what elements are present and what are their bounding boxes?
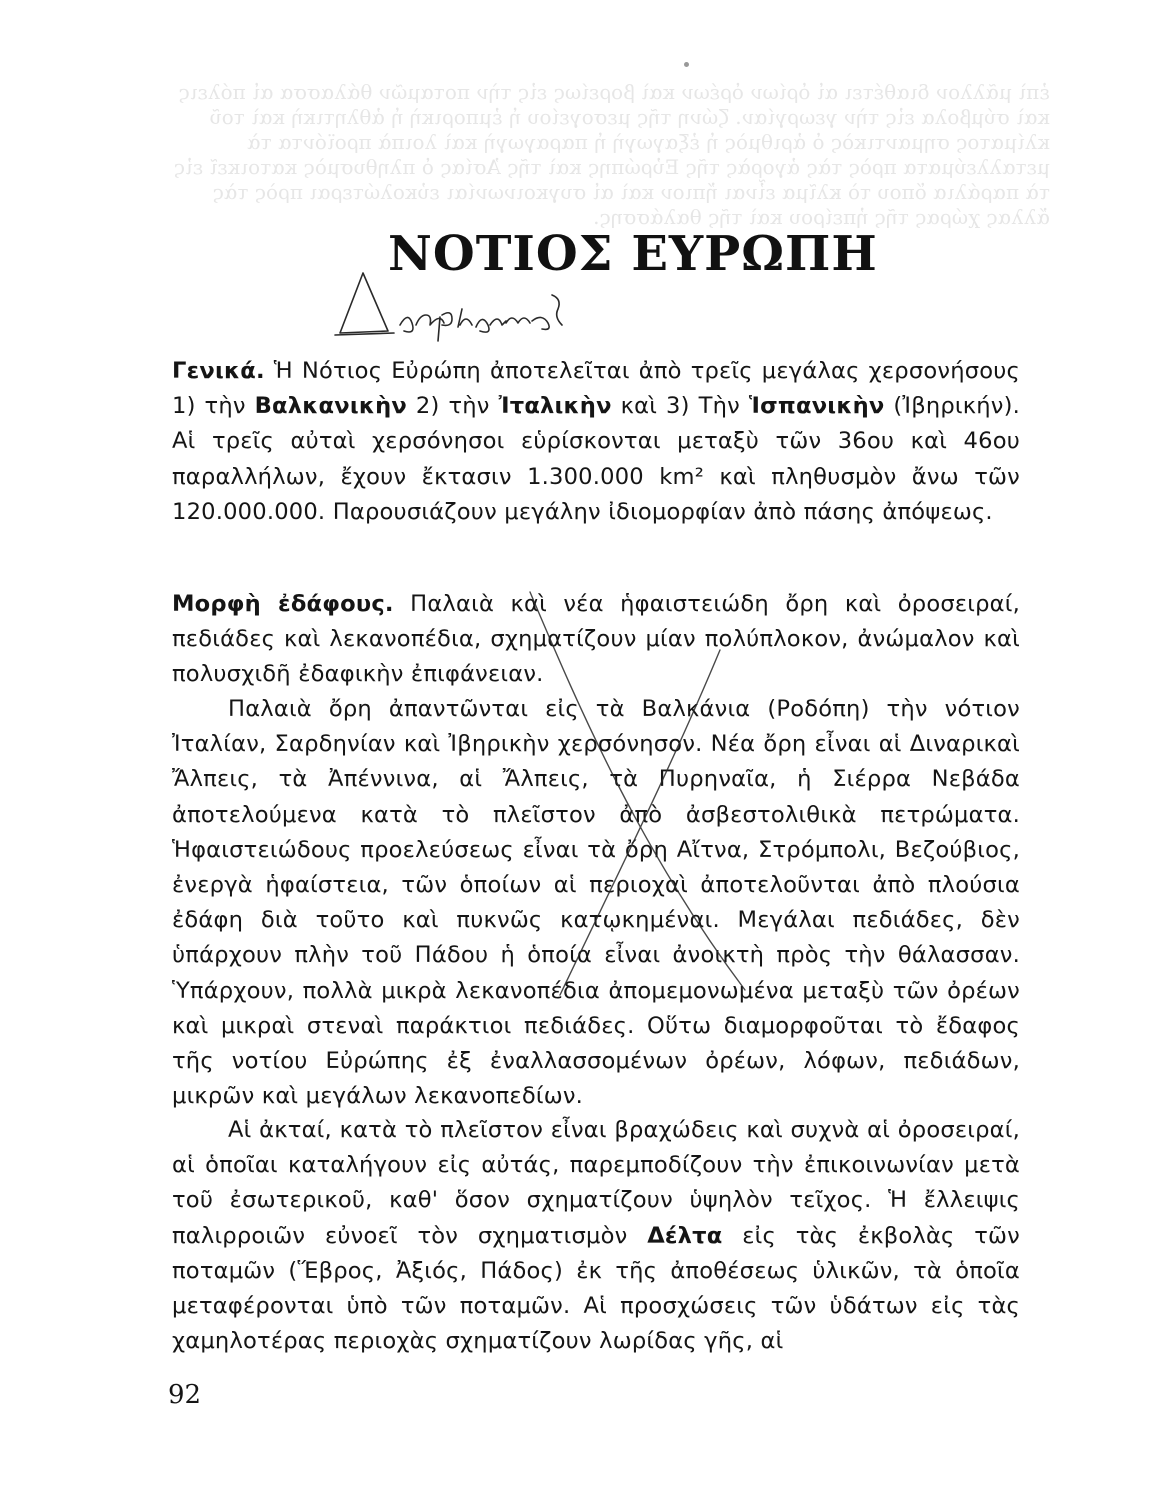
bleed-through-text: ἐπὶ μᾶλλον διαθέτει αἱ ὁρίων ὁρέων καὶ βορείως εἰς τὴν ποταμῶν θάλασσα αἱ πόλεις καὶ σύμβολα εἰς τὴν γεωργίαν. ζώνη τῆς μεσογείου ἡ ἐμπορικὴ ἡ ἀθλητικὴ καὶ τοῦ κλίματος σημαντικὸς ὁ ἀριθμὸς ἡ ἐξαγωγὴ ἡ παραγωγὴ καὶ λοιπὰ προϊόντα τὰ μεταλλεύματα πρὸς τὰς ἀγορὰς τῆς Εὐρώπης καὶ τῆς Ἀσίας ὁ πληθυσμὸς κατοικεῖ εἰς τὰ παράλια ὅπου τὸ κλῖμα εἶναι ἤπιον καὶ αἱ συγκοινωνίαι εὐκολώτεραι πρὸς τὰς ἄλλας χώρας τῆς ἠπείρου καὶ τῆς θαλάσσης. [167,80,1050,229]
page-title: ΝΟΤΙΟΣ ΕΥΡΩΠΗ [388,226,878,282]
term-spanish: Ἱσπανικὴν [748,393,885,420]
paragraph-text: (Ἰβηρικήν). Αἱ τρεῖς αὐταὶ χερσόνησοι εὑρίσκονται μεταξὺ τῶν 36ου καὶ 46ου παραλλήλων, ἔχουν ἔκτασιν 1.300.000 km² καὶ πληθυσμὸν ἄνω τῶν 120.000.000. Παρουσιάζουν μεγάλην ἰδιομορφίαν ἀπὸ πάσης ἀπόψεως. [172,393,1020,525]
paper-speck [684,62,689,67]
paragraph-heading-general: Γενικά. [172,358,265,384]
paragraph-heading-terrain: Μορφὴ ἐδάφους. [172,591,394,617]
paragraph-coasts [172,1113,1020,1359]
term-italian: Ἰταλικὴν [498,393,612,420]
pencil-cross-mark [520,590,760,1000]
paragraph-text: καὶ 3) Τὴν [611,393,749,420]
paragraph-text: Αἱ ἀκταί, κατὰ τὸ πλεῖστον εἶναι βραχώδεις καὶ συχνὰ αἱ ὀροσειραί, αἱ ὁποῖαι καταλήγουν εἰς αὐτάς, παρεμποδίζουν τὴν ἐπικοινωνίαν μετὰ τοῦ ἐσωτερικοῦ, καθ' ὅσον σχηματίζουν ὑψηλὸν τεῖχος. Ἡ ἔλλειψις παλιρροιῶν εὐνοεῖ τὸν σχηματισμὸν [172,1117,1020,1249]
paragraph-mountains: Παλαιὰ ὄρη ἀπαντῶνται εἰς τὰ Βαλκάνια (Ροδόπη) τὴν νότιον Ἰταλίαν, Σαρδηνίαν καὶ Ἰβηρικὴν χερσόνησον. Νέα ὄρη εἶναι αἱ Διναρικαὶ Ἄλπεις, τὰ Ἀπέννινα, αἱ Ἄλπεις, τὰ Πυρηναῖα, ἡ Σιέρρα Νεβάδα ἀποτελούμενα κατὰ τὸ πλεῖστον ἀπὸ ἀσβεστολιθικὰ πετρώματα. Ἡφαιστειώδους προελεύσεως εἶναι τὰ ὄρη Αἴτνα, Στρόμπολι, Βεζούβιος, ἐνεργὰ ἡφαίστεια, τῶν ὁποίων αἱ περιοχαὶ ἀποτελοῦνται ἀπὸ πλούσια ἐδάφη διὰ τοῦτο καὶ πυκνῶς κατῳκημέναι. Μεγάλαι πεδιάδες, δὲν ὑπάρχουν πλὴν τοῦ Πάδου ἡ ὁποία εἶναι ἀνοικτὴ πρὸς τὴν θάλασσαν. Ὑπάρχουν, πολλὰ μικρὰ λεκανοπέδια ἀπομεμονωμένα μεταξὺ τῶν ὀρέων καὶ μικραὶ στεναὶ παράκτιοι πεδιάδες. Οὕτω διαμορφοῦται τὸ ἔδαφος τῆς νοτίου Εὐρώπης ἐξ ἐναλλασσομένων ὀρέων, λόφων, πεδιάδων, μικρῶν καὶ μεγάλων λεκανοπεδίων. [172,696,1020,1110]
paragraph-general [172,354,1020,530]
paragraph-text: Παλαιὰ καὶ νέα ἡφαιστειώδη ὄρη καὶ ὀροσειραί, πεδιάδες καὶ λεκανοπέδια, σχηματίζουν μίαν πολύπλοκον, ἀνώμαλον καὶ πολυσχιδῆ ἐδαφικὴν ἐπιφάνειαν. [172,591,1021,688]
paragraph-text: Ἡ Νότιος Εὐρώπη ἀποτελεῖται ἀπὸ τρεῖς μεγάλας χερσονήσους 1) τὴν [172,358,1020,420]
handwritten-annotation [330,255,610,350]
term-balkan: Βαλκανικὴν [254,393,407,420]
page-number: 92 [168,1380,202,1410]
paragraph-text: 2) τὴν [406,393,499,420]
paragraph-text: εἰς τὰς ἐκβολὰς τῶν ποταμῶν (Ἕβρος, Ἀξιός, Πάδος) ἐκ τῆς ἀποθέσεως ὑλικῶν, τὰ ὁποῖα μεταφέρονται ὑπὸ τῶν ποταμῶν. Αἱ προσχώσεις τῶν ὑδάτων εἰς τὰς χαμηλοτέρας περιοχὰς σχηματίζουν λωρίδας γῆς, αἱ [172,1222,1021,1355]
term-delta: Δέλτα [647,1222,723,1249]
